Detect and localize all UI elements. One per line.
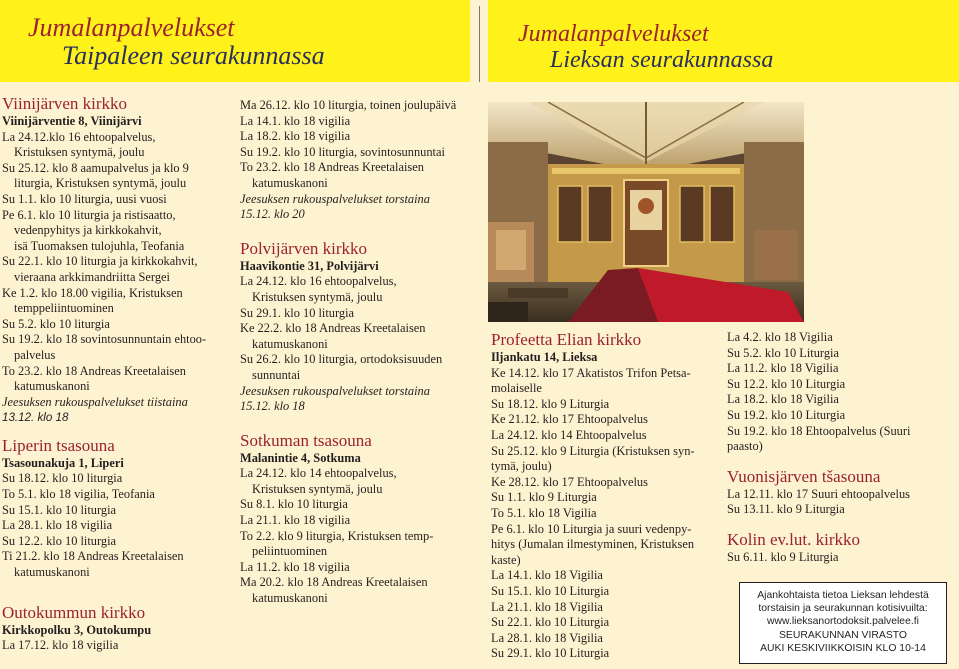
service-line: La 17.12. klo 18 vigilia bbox=[2, 638, 119, 653]
service-line: La 24.12.klo 16 ehtoopalvelus, bbox=[2, 129, 156, 144]
service-line: sunnuntai bbox=[252, 367, 301, 382]
church-address: Kirkkopolku 3, Outokumpu bbox=[2, 622, 152, 637]
service-line: tymä, joulu) bbox=[491, 459, 552, 474]
service-line: vedenpyhitys ja kirkkokahvit, bbox=[14, 223, 162, 238]
service-line: Su 1.1. klo 10 liturgia, uusi vuosi bbox=[2, 191, 167, 206]
church-heading-vuonisjarvi: Vuonisjärven tšasouna bbox=[727, 466, 881, 486]
service-line: Pe 6.1. klo 10 liturgia ja ristisaatto, bbox=[2, 207, 176, 222]
website-link[interactable]: www.lieksanortodoksit.palvelee.fi bbox=[767, 616, 919, 628]
service-line: katumuskanoni bbox=[14, 565, 90, 580]
service-line: La 18.2. klo 18 vigilia bbox=[240, 129, 351, 144]
church-interior-photo bbox=[488, 102, 804, 322]
service-line: La 21.1. klo 18 Vigilia bbox=[491, 599, 603, 614]
service-line: Ke 21.12. klo 17 Ehtoopalvelus bbox=[491, 412, 648, 427]
service-line: La 24.12. klo 16 ehtoopalvelus, bbox=[240, 274, 397, 289]
column-taipale-1 bbox=[2, 94, 232, 654]
iconostasis-illustration bbox=[488, 102, 804, 322]
service-line: hitys (Jumalan ilmestyminen, Kristuksen bbox=[491, 537, 695, 552]
column-lieksa-2 bbox=[727, 330, 959, 566]
service-line: Kristuksen syntymä, joulu bbox=[252, 289, 383, 304]
service-line: La 24.12. klo 14 Ehtoopalvelus bbox=[491, 427, 647, 442]
service-line: Su 18.12. klo 9 Liturgia bbox=[491, 396, 610, 411]
church-heading-liperi: Liperin tsasouna bbox=[2, 435, 115, 455]
service-line: Su 22.1. klo 10 liturgia ja kirkkokahvit, bbox=[2, 254, 198, 269]
service-line: Su 19.2. klo 10 liturgia, sovintosunnuntai bbox=[240, 144, 445, 159]
service-line: katumuskanoni bbox=[252, 175, 328, 190]
service-line: Su 6.11. klo 9 Liturgia bbox=[727, 549, 839, 564]
service-line: Su 12.2. klo 10 liturgia bbox=[2, 533, 117, 548]
service-line: La 24.12. klo 14 ehtoopalvelus, bbox=[240, 466, 397, 481]
service-line: palvelus bbox=[14, 347, 56, 362]
service-line: La 14.1. klo 18 vigilia bbox=[240, 113, 351, 128]
service-line: To 2.2. klo 9 liturgia, Kristuksen temp- bbox=[240, 528, 434, 543]
prayer-note: Jeesuksen rukouspalvelukset torstaina bbox=[240, 191, 430, 206]
prayer-note-time: 13.12. klo 18 bbox=[2, 411, 69, 425]
service-line: La 4.2. klo 18 Vigilia bbox=[727, 330, 833, 344]
banner-subtitle: Lieksan seurakunnassa bbox=[550, 47, 774, 73]
church-heading-polvijarvi: Polvijärven kirkko bbox=[240, 238, 368, 258]
church-heading-koli: Kolin ev.lut. kirkko bbox=[727, 529, 860, 549]
service-line: La 28.1. klo 18 vigilia bbox=[2, 518, 113, 533]
prayer-note-time: 15.12. klo 18 bbox=[240, 399, 305, 414]
prayer-note: Jeesuksen rukouspalvelukset torstaina bbox=[240, 383, 430, 398]
service-line: Su 5.2. klo 10 Liturgia bbox=[727, 345, 839, 360]
service-line: Ma 20.2. klo 18 Andreas Kreetalaisen bbox=[240, 575, 428, 590]
service-line: Su 5.2. klo 10 liturgia bbox=[2, 316, 110, 331]
service-line: Su 19.2. klo 18 Ehtoopalvelus (Suuri bbox=[727, 423, 911, 438]
service-line: peliintuominen bbox=[252, 544, 328, 559]
service-line: La 18.2. klo 18 Vigilia bbox=[727, 392, 839, 407]
service-line: Ke 1.2. klo 18.00 vigilia, Kristuksen bbox=[2, 285, 183, 300]
service-line: La 11.2. klo 18 Vigilia bbox=[727, 361, 839, 376]
info-line: torstaisin ja seurakunnan kotisivuilta: bbox=[758, 603, 928, 615]
service-line: Su 15.1. klo 10 Liturgia bbox=[491, 583, 610, 598]
banner-lieksa bbox=[488, 0, 959, 82]
service-line: Kristuksen syntymä, joulu bbox=[14, 145, 145, 160]
prayer-note: Jeesuksen rukouspalvelukset tiistaina bbox=[2, 394, 188, 409]
service-line: Su 22.1. klo 10 Liturgia bbox=[491, 615, 610, 630]
service-line: molaiselle bbox=[491, 381, 542, 396]
service-line: La 28.1. klo 18 Vigilia bbox=[491, 630, 603, 645]
service-line: liturgia, Kristuksen syntymä, joulu bbox=[14, 176, 187, 191]
church-address: Malanintie 4, Sotkuma bbox=[240, 450, 361, 465]
office-info-box bbox=[739, 582, 947, 664]
service-line: temppeliintuominen bbox=[14, 301, 114, 316]
service-line: To 23.2. klo 18 Andreas Kreetalaisen bbox=[240, 160, 424, 175]
service-line: Su 12.2. klo 10 Liturgia bbox=[727, 376, 846, 391]
service-line: Su 29.1. klo 10 Liturgia bbox=[491, 646, 610, 661]
banner-taipale bbox=[0, 0, 470, 82]
church-heading-sotkuma: Sotkuman tsasouna bbox=[240, 430, 372, 450]
service-line: La 12.11. klo 17 Suuri ehtoopalvelus bbox=[727, 486, 910, 501]
service-line: To 5.1. klo 18 vigilia, Teofania bbox=[2, 487, 155, 502]
service-line: kaste) bbox=[491, 552, 521, 567]
service-line: vieraana arkkimandriitta Sergei bbox=[14, 269, 170, 284]
service-line: La 11.2. klo 18 vigilia bbox=[240, 559, 350, 574]
church-address: Tsasounakuja 1, Liperi bbox=[2, 455, 124, 470]
column-lieksa-1 bbox=[491, 330, 721, 662]
service-line: katumuskanoni bbox=[252, 336, 328, 351]
banner-title: Jumalanpalvelukset bbox=[28, 13, 235, 42]
service-line: Su 1.1. klo 9 Liturgia bbox=[491, 490, 597, 505]
banner-divider bbox=[479, 6, 480, 82]
service-line: Su 29.1. klo 10 liturgia bbox=[240, 305, 355, 320]
prayer-note-time: 15.12. klo 20 bbox=[240, 207, 305, 222]
banner-subtitle: Taipaleen seurakunnassa bbox=[62, 41, 325, 70]
church-heading-outokumpu: Outokummun kirkko bbox=[2, 602, 146, 622]
service-line: Su 8.1. klo 10 liturgia bbox=[240, 497, 348, 512]
church-address: Iljankatu 14, Lieksa bbox=[491, 350, 598, 364]
service-line: Pe 6.1. klo 10 Liturgia ja suuri vedenpy- bbox=[491, 521, 692, 536]
service-line: Su 18.12. klo 10 liturgia bbox=[2, 471, 123, 486]
info-line: AUKI KESKIVIIKKOISIN KLO 10-14 bbox=[760, 642, 926, 654]
service-line: Su 25.12. klo 9 Liturgia (Kristuksen syn- bbox=[491, 443, 695, 458]
service-line: La 21.1. klo 18 vigilia bbox=[240, 513, 351, 528]
service-line: La 14.1. klo 18 Vigilia bbox=[491, 568, 603, 583]
church-address: Haavikontie 31, Polvijärvi bbox=[240, 258, 379, 273]
service-line: Ke 14.12. klo 17 Akatistos Trifon Petsa- bbox=[491, 365, 691, 380]
church-heading-viinijarvi: Viinijärven kirkko bbox=[2, 94, 128, 113]
service-line: Su 19.2. klo 10 Liturgia bbox=[727, 407, 846, 422]
service-line: To 5.1. klo 18 Vigilia bbox=[491, 505, 597, 520]
service-line: Ti 21.2. klo 18 Andreas Kreetalaisen bbox=[2, 549, 184, 564]
service-line: katumuskanoni bbox=[252, 591, 328, 606]
column-taipale-2 bbox=[240, 98, 480, 607]
service-line: Su 13.11. klo 9 Liturgia bbox=[727, 502, 845, 517]
service-line: Su 25.12. klo 8 aamupalvelus ja klo 9 bbox=[2, 160, 189, 175]
service-line: To 23.2. klo 18 Andreas Kreetalaisen bbox=[2, 363, 186, 378]
church-address: Viinijärventie 8, Viinijärvi bbox=[2, 114, 142, 128]
info-line: SEURAKUNNAN VIRASTO bbox=[779, 629, 907, 641]
banner-title: Jumalanpalvelukset bbox=[518, 21, 709, 47]
service-line: paasto) bbox=[727, 439, 763, 454]
service-line: Ke 28.12. klo 17 Ehtoopalvelus bbox=[491, 474, 648, 489]
info-line: Ajankohtaista tietoa Lieksan lehdestä bbox=[757, 590, 929, 601]
service-line: Su 26.2. klo 10 liturgia, ortodoksisuuden bbox=[240, 352, 443, 367]
service-line: Su 19.2. klo 18 sovintosunnuntain ehtoo- bbox=[2, 332, 207, 347]
service-line: isä Tuomaksen tulojuhla, Teofania bbox=[14, 238, 185, 253]
church-heading-elia: Profeetta Elian kirkko bbox=[491, 330, 642, 349]
service-line: Su 15.1. klo 10 liturgia bbox=[2, 502, 117, 517]
service-line: katumuskanoni bbox=[14, 379, 90, 394]
service-line: Ke 22.2. klo 18 Andreas Kreetalaisen bbox=[240, 321, 426, 336]
service-line: Kristuksen syntymä, joulu bbox=[252, 481, 383, 496]
service-line: Ma 26.12. klo 10 liturgia, toinen joulupäivä bbox=[240, 98, 457, 112]
